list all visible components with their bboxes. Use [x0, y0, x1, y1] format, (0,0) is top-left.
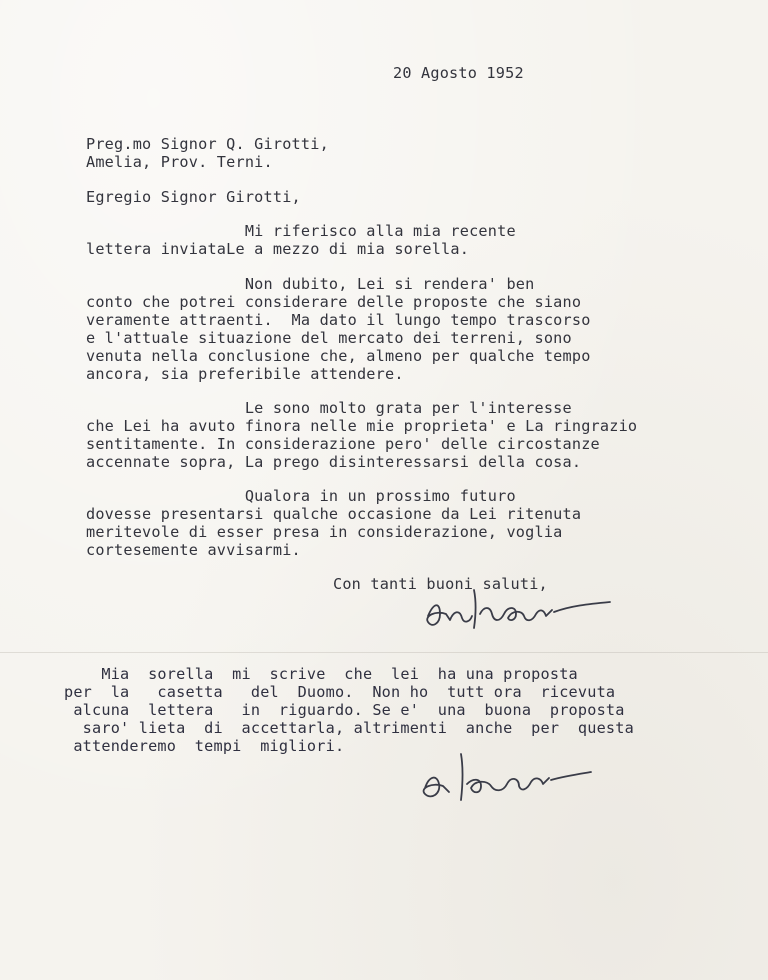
signature — [420, 580, 620, 650]
recipient-line-1: Preg.mo Signor Q. Girotti, — [86, 135, 329, 153]
paragraph-3-line-1: Le sono molto grata per l'interesse — [86, 399, 572, 417]
paragraph-1-line-2: lettera inviataLe a mezzo di mia sorella. — [86, 240, 470, 258]
postscript-line-2: per la casetta del Duomo. Non ho tutt ora ricevuta — [64, 683, 616, 701]
paragraph-4-line-2: dovesse presentarsi qualche occasione da Lei ritenuta — [86, 505, 582, 523]
paragraph-2-line-5: venuta nella conclusione che, almeno per qualche tempo — [86, 347, 591, 365]
postscript-line-3: alcuna lettera in riguardo. Se e' una buona proposta — [64, 701, 625, 719]
letter-date: 20 Agosto 1952 — [393, 64, 524, 82]
paper-fold — [0, 652, 768, 653]
paragraph-3-line-4: accennate sopra, La prego disinteressarsi della cosa. — [86, 453, 582, 471]
closing: Con tanti buoni saluti, — [333, 575, 548, 593]
postscript-signature — [415, 748, 605, 818]
paragraph-3-line-2: che Lei ha avuto finora nelle mie proprieta' e La ringrazio — [86, 417, 638, 435]
salutation: Egregio Signor Girotti, — [86, 188, 301, 206]
postscript-line-4: saro' lieta di accettarla, altrimenti anche per questa — [64, 719, 634, 737]
paragraph-2-line-3: veramente attraenti. Ma dato il lungo tempo trascorso — [86, 311, 591, 329]
postscript-line-1: Mia sorella mi scrive che lei ha una proposta — [64, 665, 578, 683]
paragraph-2-line-4: e l'attuale situazione del mercato dei terreni, sono — [86, 329, 572, 347]
paragraph-4-line-3: meritevole di esser presa in considerazione, voglia — [86, 523, 563, 541]
recipient-line-2: Amelia, Prov. Terni. — [86, 153, 273, 171]
paragraph-1-line-1: Mi riferisco alla mia recente — [86, 222, 516, 240]
paragraph-4-line-4: cortesemente avvisarmi. — [86, 541, 301, 559]
paragraph-4-line-1: Qualora in un prossimo futuro — [86, 487, 516, 505]
paragraph-2-line-6: ancora, sia preferibile attendere. — [86, 365, 404, 383]
paragraph-2-line-1: Non dubito, Lei si rendera' ben — [86, 275, 535, 293]
paragraph-2-line-2: conto che potrei considerare delle proposte che siano — [86, 293, 582, 311]
postscript-line-5: attenderemo tempi migliori. — [64, 737, 345, 755]
paragraph-3-line-3: sentitamente. In considerazione pero' delle circostanze — [86, 435, 600, 453]
